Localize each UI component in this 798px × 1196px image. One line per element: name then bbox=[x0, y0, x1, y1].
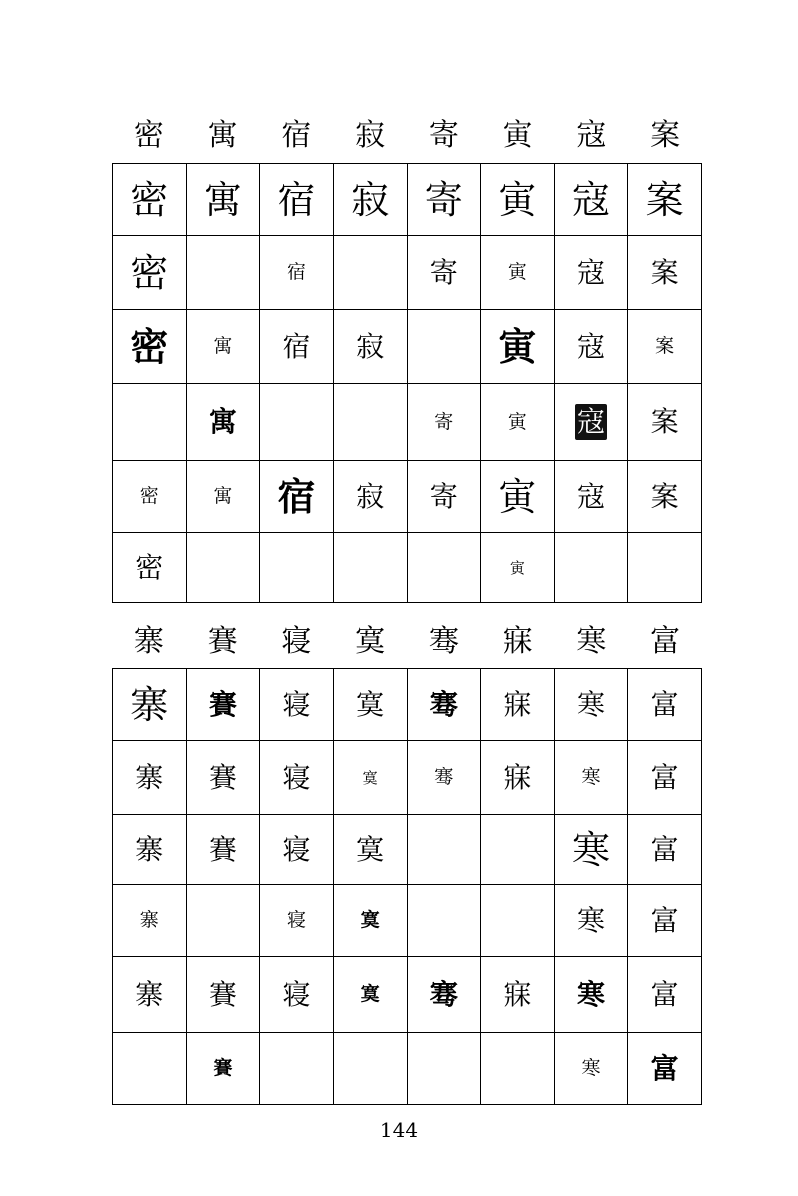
empty-cell bbox=[260, 1033, 334, 1105]
glyph-cell bbox=[554, 885, 628, 957]
seal-glyph: 寄 bbox=[424, 177, 463, 222]
seal-glyph: 寞 bbox=[356, 687, 385, 721]
glyph-cell bbox=[554, 741, 628, 815]
seal-glyph: 寓 bbox=[208, 405, 237, 438]
glyph-cell bbox=[333, 957, 407, 1033]
seal-glyph: 案 bbox=[650, 255, 679, 289]
seal-glyph: 案 bbox=[655, 335, 675, 357]
glyph-cell bbox=[333, 310, 407, 384]
seal-glyph: 寅 bbox=[509, 559, 525, 577]
glyph-cell bbox=[628, 236, 702, 310]
empty-cell bbox=[333, 533, 407, 603]
empty-cell bbox=[333, 384, 407, 461]
seal-glyph: 寂 bbox=[356, 479, 385, 513]
seal-glyph: 寄 bbox=[434, 410, 454, 433]
empty-cell bbox=[260, 533, 334, 603]
glyph-cell bbox=[481, 957, 555, 1033]
glyph-cell bbox=[333, 885, 407, 957]
glyph-cell bbox=[333, 741, 407, 815]
seal-glyph: 寄 bbox=[429, 479, 458, 513]
seal-glyph: 寐 bbox=[503, 760, 532, 794]
glyph-cell bbox=[186, 310, 260, 384]
seal-glyph: 寅 bbox=[498, 474, 537, 519]
empty-cell bbox=[186, 533, 260, 603]
seal-glyph: 密 bbox=[130, 250, 169, 295]
glyph-cell bbox=[186, 669, 260, 741]
seal-glyph: 宿 bbox=[287, 261, 307, 283]
glyph-row bbox=[113, 741, 702, 815]
glyph-cell bbox=[628, 164, 702, 236]
glyph-cell bbox=[554, 669, 628, 741]
glyph-cell bbox=[481, 236, 555, 310]
glyph-cell bbox=[260, 236, 334, 310]
glyph-cell bbox=[628, 741, 702, 815]
glyph-cell bbox=[407, 461, 481, 533]
empty-cell bbox=[481, 1033, 555, 1105]
glyph-cell bbox=[481, 384, 555, 461]
glyph-cell bbox=[186, 815, 260, 885]
glyph-cell bbox=[628, 669, 702, 741]
seal-glyph: 寝 bbox=[282, 687, 311, 721]
glyph-cell bbox=[260, 164, 334, 236]
glyph-cell bbox=[481, 164, 555, 236]
seal-glyph: 寇 bbox=[577, 329, 606, 363]
glyph-cell bbox=[407, 957, 481, 1033]
seal-glyph: 寞 bbox=[360, 983, 380, 1005]
glyph-cell bbox=[628, 815, 702, 885]
empty-cell bbox=[186, 885, 260, 957]
seal-glyph: 寐 bbox=[503, 687, 532, 721]
column-header: 賽 bbox=[207, 624, 238, 659]
column-header: 寂 bbox=[355, 118, 386, 153]
seal-glyph: 賽 bbox=[208, 977, 237, 1011]
seal-glyph: 寅 bbox=[507, 261, 527, 283]
seal-glyph: 寨 bbox=[135, 832, 164, 866]
seal-glyph: 寒 bbox=[577, 903, 606, 937]
seal-glyph: 骞 bbox=[434, 766, 454, 788]
glyph-cell bbox=[333, 164, 407, 236]
glyph-cell bbox=[333, 461, 407, 533]
section2-glyph-table bbox=[112, 668, 702, 1105]
seal-glyph: 寝 bbox=[287, 909, 307, 931]
glyph-cell bbox=[628, 310, 702, 384]
seal-glyph: 寝 bbox=[282, 977, 311, 1011]
glyph-cell bbox=[554, 310, 628, 384]
glyph-cell bbox=[113, 957, 187, 1033]
empty-cell bbox=[113, 1033, 187, 1105]
empty-cell bbox=[186, 236, 260, 310]
empty-cell bbox=[113, 384, 187, 461]
seal-glyph: 寒 bbox=[572, 827, 611, 872]
column-header: 寨 bbox=[133, 624, 164, 659]
glyph-cell bbox=[186, 741, 260, 815]
seal-glyph: 寄 bbox=[429, 255, 458, 289]
glyph-cell bbox=[113, 461, 187, 533]
empty-cell bbox=[481, 885, 555, 957]
glyph-row bbox=[113, 384, 702, 461]
glyph-cell bbox=[260, 669, 334, 741]
seal-glyph: 寞 bbox=[356, 832, 385, 866]
empty-cell bbox=[260, 384, 334, 461]
seal-glyph: 案 bbox=[650, 405, 679, 438]
seal-glyph: 寨 bbox=[135, 977, 164, 1011]
seal-glyph: 寇 bbox=[577, 255, 606, 289]
column-header: 寐 bbox=[502, 624, 533, 659]
glyph-cell bbox=[113, 533, 187, 603]
seal-glyph: 寒 bbox=[577, 687, 606, 721]
seal-glyph: 寓 bbox=[213, 335, 233, 357]
glyph-cell bbox=[554, 164, 628, 236]
empty-cell bbox=[333, 236, 407, 310]
seal-glyph: 密 bbox=[130, 323, 169, 369]
seal-glyph: 寇 bbox=[577, 405, 606, 438]
glyph-row bbox=[113, 957, 702, 1033]
glyph-cell bbox=[113, 669, 187, 741]
seal-glyph: 寒 bbox=[581, 766, 601, 788]
seal-glyph: 寅 bbox=[507, 410, 527, 433]
column-header: 案 bbox=[650, 118, 681, 153]
seal-glyph: 寐 bbox=[503, 977, 532, 1011]
glyph-cell bbox=[481, 533, 555, 603]
seal-glyph: 富 bbox=[650, 760, 679, 794]
seal-glyph: 密 bbox=[130, 177, 169, 222]
empty-cell bbox=[333, 1033, 407, 1105]
seal-glyph: 寝 bbox=[282, 760, 311, 794]
glyph-cell bbox=[407, 669, 481, 741]
seal-glyph: 骞 bbox=[429, 977, 458, 1011]
glyph-cell bbox=[554, 957, 628, 1033]
seal-glyph: 寞 bbox=[360, 909, 380, 931]
seal-glyph: 寒 bbox=[577, 977, 606, 1011]
seal-glyph: 寨 bbox=[139, 909, 159, 931]
glyph-cell bbox=[554, 461, 628, 533]
glyph-cell bbox=[628, 885, 702, 957]
seal-glyph: 富 bbox=[650, 903, 679, 937]
glyph-row bbox=[113, 236, 702, 310]
seal-glyph: 富 bbox=[650, 977, 679, 1011]
section1-header-row bbox=[112, 116, 702, 156]
glyph-row bbox=[113, 669, 702, 741]
column-header: 宿 bbox=[281, 118, 312, 153]
seal-glyph: 富 bbox=[650, 687, 679, 721]
glyph-cell bbox=[628, 957, 702, 1033]
seal-glyph: 寓 bbox=[203, 177, 242, 222]
glyph-cell bbox=[481, 741, 555, 815]
empty-cell bbox=[628, 533, 702, 603]
glyph-cell bbox=[260, 885, 334, 957]
glyph-row bbox=[113, 885, 702, 957]
empty-cell bbox=[407, 533, 481, 603]
glyph-cell bbox=[554, 236, 628, 310]
column-header: 寝 bbox=[281, 624, 312, 659]
glyph-cell bbox=[628, 461, 702, 533]
glyph-cell bbox=[407, 236, 481, 310]
glyph-cell bbox=[260, 957, 334, 1033]
seal-glyph: 案 bbox=[650, 479, 679, 513]
glyph-cell bbox=[481, 461, 555, 533]
glyph-cell bbox=[260, 461, 334, 533]
column-header: 寅 bbox=[502, 118, 533, 153]
glyph-cell bbox=[113, 741, 187, 815]
glyph-cell bbox=[186, 1033, 260, 1105]
seal-glyph: 富 bbox=[650, 1051, 679, 1085]
glyph-cell bbox=[113, 164, 187, 236]
glyph-cell bbox=[186, 384, 260, 461]
seal-glyph: 寅 bbox=[498, 177, 537, 222]
column-header: 寇 bbox=[576, 118, 607, 153]
glyph-cell bbox=[554, 1033, 628, 1105]
empty-cell bbox=[407, 1033, 481, 1105]
glyph-cell bbox=[407, 164, 481, 236]
glyph-cell bbox=[260, 741, 334, 815]
column-header: 寄 bbox=[428, 118, 459, 153]
seal-glyph: 寨 bbox=[130, 682, 169, 727]
seal-glyph: 案 bbox=[645, 177, 684, 222]
seal-glyph: 賽 bbox=[208, 760, 237, 794]
column-header: 寒 bbox=[576, 624, 607, 659]
glyph-cell bbox=[407, 741, 481, 815]
glyph-cell bbox=[333, 669, 407, 741]
glyph-cell bbox=[186, 461, 260, 533]
glyph-row bbox=[113, 164, 702, 236]
glyph-cell bbox=[554, 384, 628, 461]
seal-glyph: 宿 bbox=[282, 329, 311, 363]
seal-glyph: 寓 bbox=[213, 485, 233, 507]
empty-cell bbox=[554, 533, 628, 603]
glyph-cell bbox=[481, 310, 555, 384]
seal-glyph: 寨 bbox=[135, 760, 164, 794]
glyph-cell bbox=[260, 815, 334, 885]
empty-cell bbox=[407, 885, 481, 957]
column-header: 寓 bbox=[207, 118, 238, 153]
glyph-cell bbox=[333, 815, 407, 885]
glyph-row bbox=[113, 310, 702, 384]
glyph-cell bbox=[113, 310, 187, 384]
seal-glyph: 寇 bbox=[577, 479, 606, 513]
empty-cell bbox=[481, 815, 555, 885]
section2-header-row bbox=[112, 622, 702, 662]
seal-glyph: 宿 bbox=[277, 177, 316, 222]
glyph-cell bbox=[481, 669, 555, 741]
column-header: 富 bbox=[650, 624, 681, 659]
glyph-cell bbox=[113, 885, 187, 957]
glyph-cell bbox=[628, 384, 702, 461]
glyph-cell bbox=[113, 815, 187, 885]
seal-glyph: 富 bbox=[650, 832, 679, 866]
glyph-row bbox=[113, 1033, 702, 1105]
glyph-cell bbox=[260, 310, 334, 384]
seal-glyph: 賽 bbox=[208, 687, 237, 721]
column-header: 骞 bbox=[428, 624, 459, 659]
glyph-cell bbox=[186, 957, 260, 1033]
seal-glyph: 骞 bbox=[429, 687, 458, 721]
glyph-cell bbox=[407, 384, 481, 461]
page-number: 144 bbox=[379, 1118, 419, 1142]
seal-glyph: 寂 bbox=[351, 177, 390, 222]
seal-glyph: 寒 bbox=[581, 1057, 601, 1079]
glyph-row bbox=[113, 461, 702, 533]
glyph-cell bbox=[186, 164, 260, 236]
column-header: 密 bbox=[133, 118, 164, 153]
seal-glyph: 寞 bbox=[362, 769, 378, 787]
seal-glyph: 寇 bbox=[572, 177, 611, 222]
empty-cell bbox=[407, 310, 481, 384]
seal-glyph: 寅 bbox=[498, 323, 537, 369]
glyph-row bbox=[113, 815, 702, 885]
glyph-cell bbox=[554, 815, 628, 885]
glyph-row bbox=[113, 533, 702, 603]
glyph-cell bbox=[113, 236, 187, 310]
empty-cell bbox=[407, 815, 481, 885]
seal-glyph: 密 bbox=[135, 550, 164, 584]
section1-glyph-table bbox=[112, 163, 702, 603]
seal-glyph: 密 bbox=[139, 485, 159, 507]
seal-glyph: 寝 bbox=[282, 832, 311, 866]
seal-glyph: 賽 bbox=[213, 1057, 233, 1079]
seal-glyph: 宿 bbox=[277, 473, 316, 519]
seal-glyph: 寂 bbox=[356, 329, 385, 363]
glyph-cell bbox=[628, 1033, 702, 1105]
column-header: 寞 bbox=[355, 624, 386, 659]
seal-glyph: 賽 bbox=[208, 832, 237, 866]
